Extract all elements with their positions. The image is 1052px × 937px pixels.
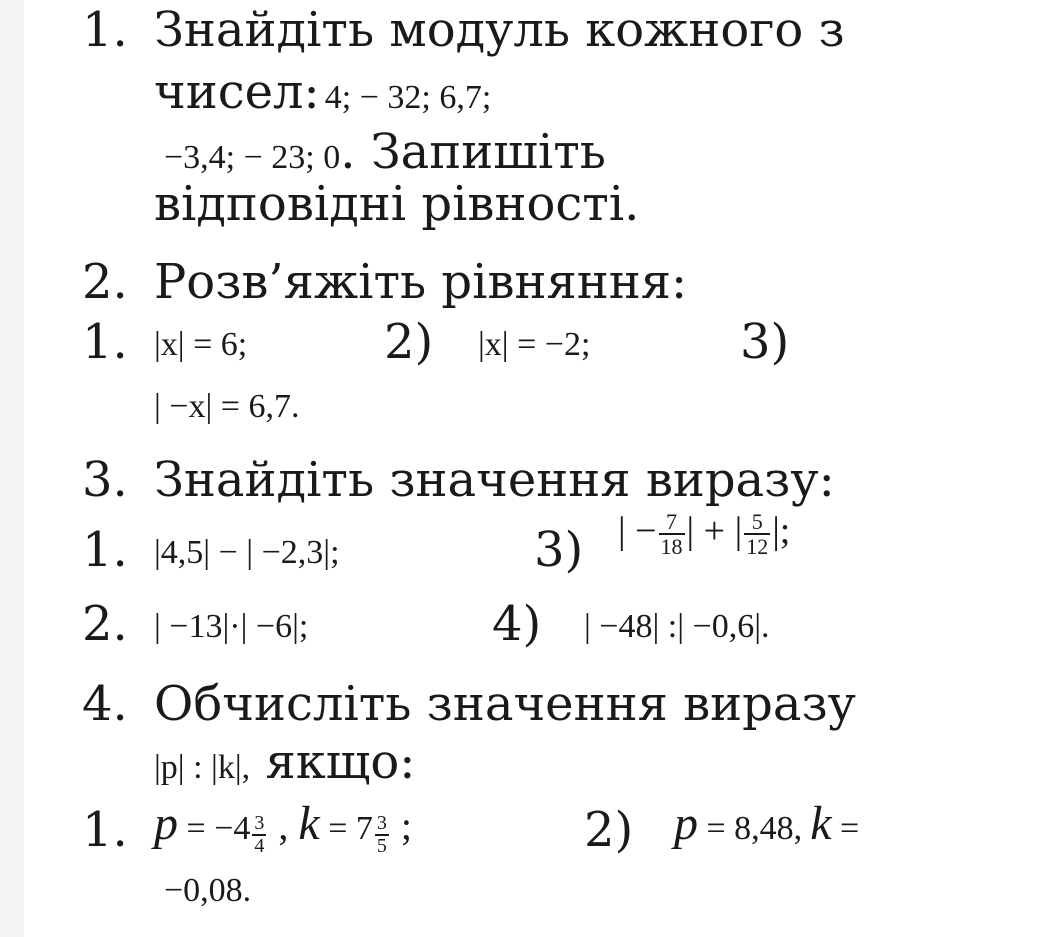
fraction-numerator: 5 xyxy=(751,509,763,534)
task1-line1: Знайдіть модуль кожного з xyxy=(154,2,845,58)
task1-line4: відповідні рівності. xyxy=(154,176,640,232)
task2-number: 2. xyxy=(82,254,128,310)
task3-expr3-part-c: |; xyxy=(772,509,791,552)
task3-expr2: | −13|·| −6|; xyxy=(154,608,309,645)
task4-condition-text: якщо: xyxy=(250,734,416,790)
equals-sign: = xyxy=(319,810,356,847)
k-variable: k xyxy=(810,797,832,850)
task3-title: Знайдіть значення виразу: xyxy=(154,452,835,508)
task4-condition xyxy=(154,734,416,790)
equals-sign: = xyxy=(178,810,215,847)
task3-expr3-part-a: | − xyxy=(618,509,657,552)
k-variable: k xyxy=(298,797,320,850)
task4-title: Обчисліть значення виразу xyxy=(154,676,856,732)
equals-sign: = xyxy=(831,810,860,847)
task3-sub2-number: 2. xyxy=(82,596,128,652)
task4-sub-number: 1. xyxy=(82,802,128,858)
task3-expr3 xyxy=(618,510,790,558)
task3-label3: 3) xyxy=(534,522,584,578)
task1-number: 1. xyxy=(82,2,128,58)
task2-title: Розв’яжіть рівняння: xyxy=(154,254,688,310)
task3-number: 3. xyxy=(82,452,128,508)
task3-expr1: |4,5| − | −2,3|; xyxy=(154,534,340,571)
task4-number: 4. xyxy=(82,676,128,732)
task2-eq1: |x| = 6; xyxy=(154,326,248,363)
task2-eq2: |x| = −2; xyxy=(478,326,591,363)
task2-sub-number: 1. xyxy=(82,314,128,370)
p-fraction xyxy=(252,813,266,857)
semicolon: ; xyxy=(390,803,412,848)
task4-expression2 xyxy=(674,797,860,850)
task1-line3 xyxy=(164,124,606,180)
p-variable: p xyxy=(154,797,178,850)
task1-line3-math: −3,4; − 23; 0 xyxy=(164,139,341,176)
document-page xyxy=(24,0,1052,937)
fraction-denominator: 5 xyxy=(376,835,387,858)
task4-expression xyxy=(154,797,412,858)
task2-label3: 3) xyxy=(740,314,790,370)
fraction-numerator: 3 xyxy=(254,812,265,835)
task2-eq3: | −x| = 6,7. xyxy=(154,388,300,425)
task1-line3-text: . Запишіть xyxy=(340,124,606,180)
task3-label4: 4) xyxy=(492,596,542,652)
fraction-7-18 xyxy=(659,510,685,558)
separator: , xyxy=(268,803,299,848)
task3-sub1-number: 1. xyxy=(82,522,128,578)
fraction-numerator: 3 xyxy=(376,812,387,835)
k-whole-part: 7 xyxy=(355,810,373,847)
k-fraction xyxy=(375,813,389,857)
task1-line2 xyxy=(154,64,492,120)
fraction-denominator: 18 xyxy=(660,534,683,560)
task3-expr4: | −48| :| −0,6|. xyxy=(584,608,770,645)
task1-line2-math: 4; − 32; 6,7; xyxy=(324,79,492,116)
task4-k-value: −0,08. xyxy=(164,872,252,909)
p-variable: p xyxy=(674,797,698,850)
task3-expr3-part-b: | + | xyxy=(686,509,743,552)
fraction-5-12 xyxy=(744,510,770,558)
task2-label2: 2) xyxy=(384,314,434,370)
task4-label2: 2) xyxy=(584,802,634,858)
fraction-denominator: 12 xyxy=(746,534,769,560)
fraction-denominator: 4 xyxy=(254,835,265,858)
task4-condition-math: |p| : |k|, xyxy=(154,749,251,786)
p-whole-part: −4 xyxy=(214,810,251,847)
fraction-numerator: 7 xyxy=(666,509,678,534)
p-value: = 8,48, xyxy=(698,810,803,847)
task1-line2-text: чисел: xyxy=(154,64,320,120)
